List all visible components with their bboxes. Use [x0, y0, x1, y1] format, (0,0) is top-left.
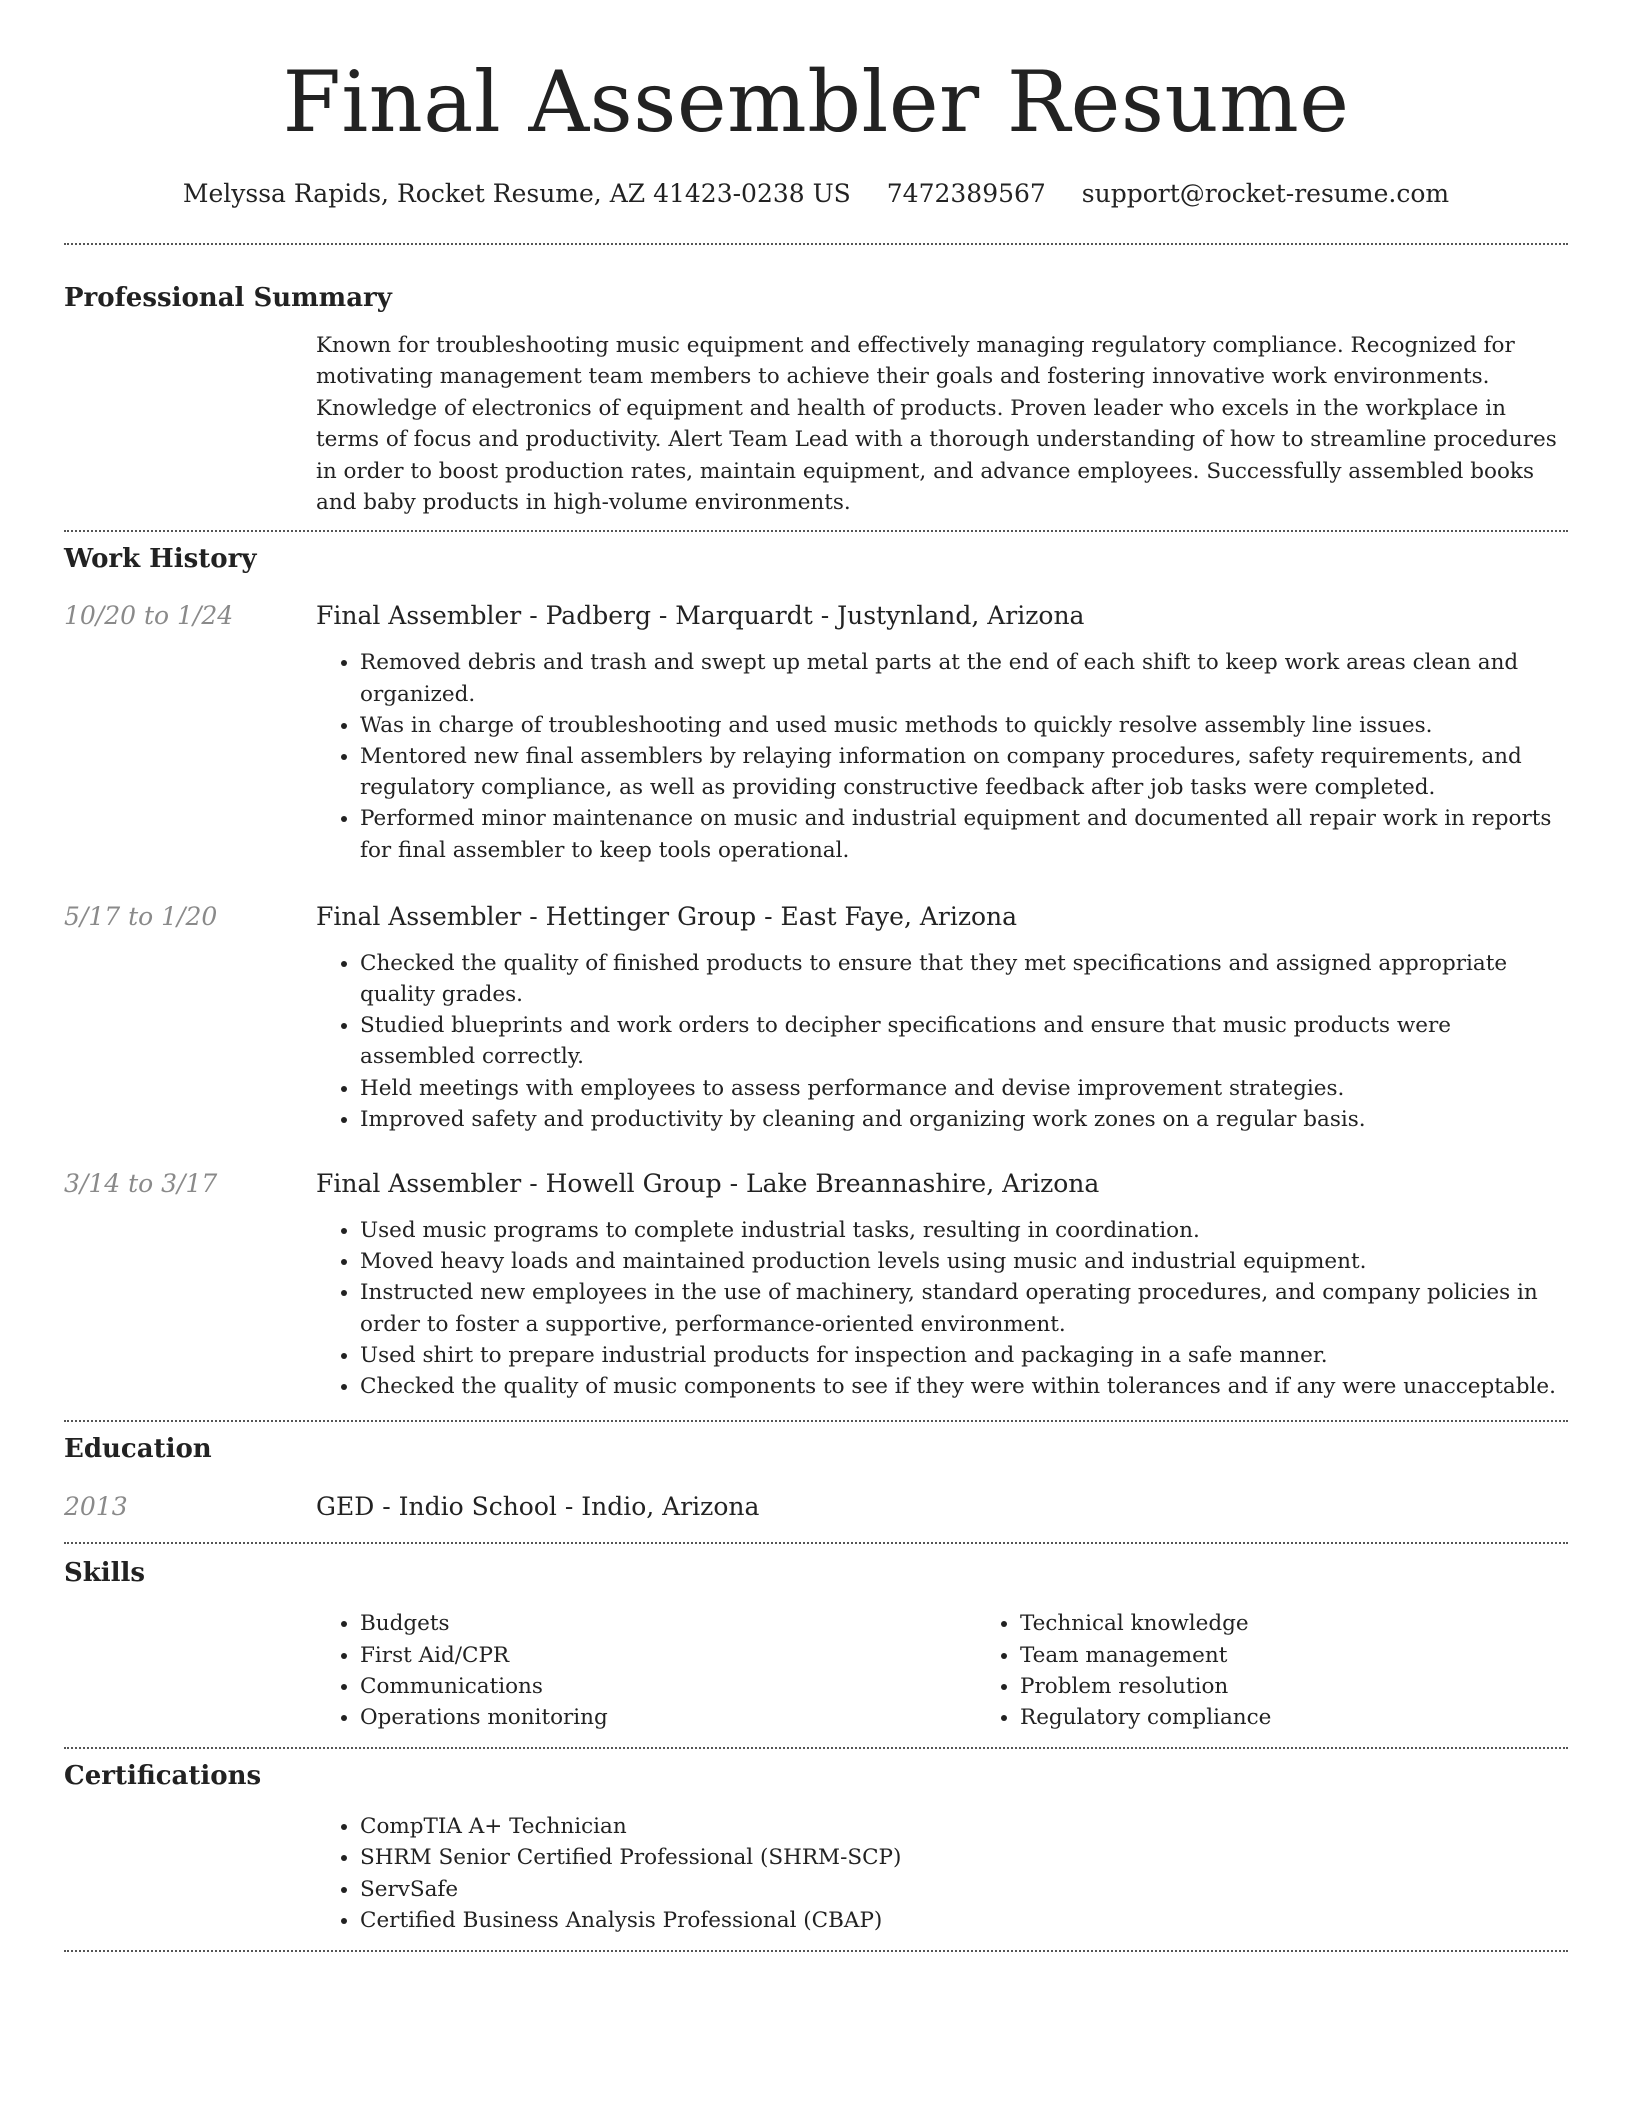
- skills-column-2: [976, 1608, 1632, 1733]
- job-bullet: • Removed debris and trash and swept up metal parts at the end of each shift to keep work areas clean and organized.: [360, 647, 1568, 709]
- resume-title: Final Assembler Resume: [282, 53, 1350, 151]
- job-dates: 10/20 to 1/24: [64, 601, 234, 631]
- job-content: [316, 1167, 1568, 1402]
- divider: [64, 243, 1568, 245]
- job-content: [316, 900, 1568, 1135]
- divider: [64, 530, 1568, 532]
- skill-item: • Team management: [1020, 1640, 1632, 1671]
- contact-line: [64, 178, 1568, 210]
- work-history-heading: Work History: [64, 544, 257, 575]
- certifications-spacer: [64, 1811, 316, 1936]
- summary-text: Known for troubleshooting music equipment and effectively managing regulatory compliance. Recognized for motivating management team members to achieve their goals and fostering innovative work environments. Knowledge of electronics of equipment and health of products. Proven leader who excels in the workplace in terms of focus and productivity. Alert Team Lead with a thorough understanding of how to streamline procedures in order to boost production rates, maintain equipment, and advance employees. Successfully assembled books and baby products in high-volume environments.: [316, 333, 1557, 516]
- skill-item: • Operations monitoring: [360, 1702, 976, 1733]
- summary-spacer: [64, 330, 316, 518]
- contact-phone: 7472389567: [886, 179, 1046, 208]
- divider: [64, 1747, 1568, 1749]
- job-bullet: • Checked the quality of music components to see if they were within tolerances and if any were unacceptable.: [360, 1371, 1568, 1402]
- certification-item: • Certified Business Analysis Professional (CBAP): [360, 1905, 1568, 1936]
- contact-email: support@rocket-resume.com: [1081, 179, 1450, 208]
- skill-item: • Regulatory compliance: [1020, 1702, 1632, 1733]
- job-title: Final Assembler - Padberg - Marquardt - Justynland, Arizona: [316, 601, 1085, 631]
- job-title: Final Assembler - Howell Group - Lake Breannashire, Arizona: [316, 1169, 1100, 1199]
- job-bullet: • Used shirt to prepare industrial products for inspection and packaging in a safe manner.: [360, 1340, 1568, 1371]
- job-bullet: • Held meetings with employees to assess performance and devise improvement strategies.: [360, 1073, 1568, 1104]
- divider: [64, 1950, 1568, 1952]
- job-bullet: • Studied blueprints and work orders to decipher specifications and ensure that music products were assembled correctly.: [360, 1010, 1568, 1072]
- education-entry: [64, 1490, 1568, 1524]
- certification-item: • ServSafe: [360, 1874, 1568, 1905]
- job-bullet: • Improved safety and productivity by cleaning and organizing work zones on a regular basis.: [360, 1104, 1568, 1135]
- job-title: Final Assembler - Hettinger Group - East Faye, Arizona: [316, 901, 1018, 931]
- job-bullet: • Used music programs to complete industrial tasks, resulting in coordination.: [360, 1215, 1568, 1246]
- education-section: [64, 1432, 1568, 1524]
- job-bullet: • Moved heavy loads and maintained production levels using music and industrial equipment.: [360, 1246, 1568, 1277]
- job-dates: 5/17 to 1/20: [64, 901, 218, 931]
- job-content: [316, 599, 1568, 865]
- education-title: GED - Indio School - Indio, Arizona: [316, 1492, 760, 1522]
- job-bullet: • Was in charge of troubleshooting and used music methods to quickly resolve assembly line issues.: [360, 710, 1568, 741]
- job-bullets: [316, 1215, 1568, 1402]
- job-entry: [64, 900, 1568, 1135]
- work-history-section: [64, 542, 1568, 1402]
- divider: [64, 1542, 1568, 1544]
- skills-spacer: [64, 1608, 316, 1733]
- job-bullets: [316, 948, 1568, 1135]
- skill-item: • First Aid/CPR: [360, 1640, 976, 1671]
- job-dates: 3/14 to 3/17: [64, 1169, 218, 1199]
- certifications-row: [64, 1811, 1568, 1936]
- skills-heading: Skills: [64, 1558, 146, 1589]
- skills-row: [64, 1608, 1568, 1733]
- job-entry: [64, 599, 1568, 865]
- contact-address: Melyssa Rapids, Rocket Resume, AZ 41423-0238 US: [182, 179, 851, 208]
- job-bullet: • Mentored new final assemblers by relaying information on company procedures, safety requirements, and regulatory compliance, as well as providing constructive feedback after job tasks were completed.: [360, 741, 1568, 803]
- education-year: 2013: [64, 1492, 128, 1522]
- certifications-heading: Certifications: [64, 1761, 262, 1792]
- job-bullets: [316, 647, 1568, 865]
- skill-item: • Problem resolution: [1020, 1671, 1632, 1702]
- job-bullet: • Performed minor maintenance on music and industrial equipment and documented all repair work in reports for final assembler to keep tools operational.: [360, 803, 1568, 865]
- summary-row: [64, 330, 1568, 518]
- job-bullet: • Checked the quality of finished products to ensure that they met specifications and assigned appropriate quality grades.: [360, 948, 1568, 1010]
- skills-section: [64, 1556, 1568, 1733]
- job-bullet: • Instructed new employees in the use of machinery, standard operating procedures, and company policies in order to foster a supportive, performance-oriented environment.: [360, 1277, 1568, 1339]
- skill-item: • Communications: [360, 1671, 976, 1702]
- skills-column-1: [316, 1608, 976, 1733]
- education-content: [316, 1490, 1568, 1524]
- divider: [64, 1420, 1568, 1422]
- skill-item: • Technical knowledge: [1020, 1608, 1632, 1639]
- certifications-content: [316, 1811, 1568, 1936]
- summary-content: [316, 330, 1568, 518]
- job-entry: [64, 1167, 1568, 1402]
- summary-section: [64, 281, 1568, 518]
- certifications-list: [316, 1811, 1568, 1936]
- certification-item: • SHRM Senior Certified Professional (SHRM-SCP): [360, 1842, 1568, 1873]
- education-heading: Education: [64, 1434, 212, 1465]
- skill-item: • Budgets: [360, 1608, 976, 1639]
- summary-heading: Professional Summary: [64, 283, 392, 313]
- certification-item: • CompTIA A+ Technician: [360, 1811, 1568, 1842]
- skills-grid: [316, 1608, 1632, 1733]
- certifications-section: [64, 1759, 1568, 1936]
